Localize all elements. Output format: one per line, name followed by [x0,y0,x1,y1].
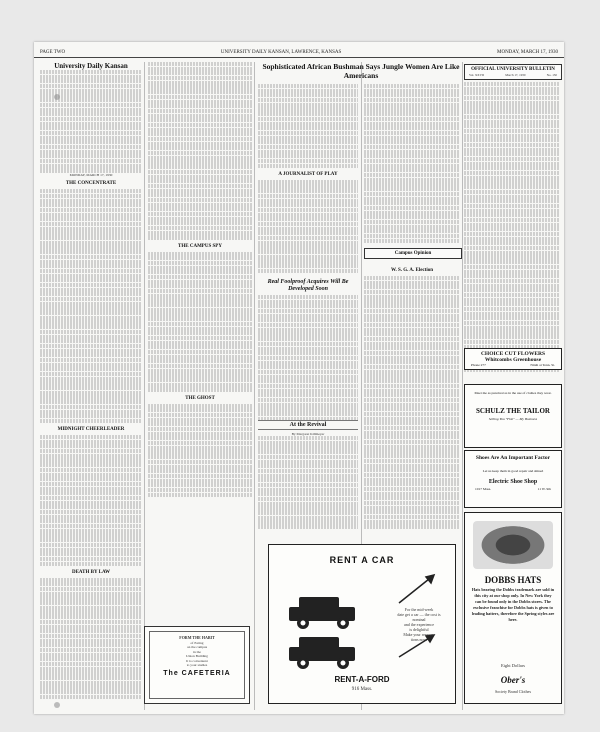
article-body [258,84,358,168]
feature-headline: Sophisticated African Bushman Says Jungle Women Are Like Americans [262,62,460,80]
ad-line: Meet me as punctual as in the use of clothes they wear. [474,391,552,395]
article-body [258,295,358,421]
ad-line: on the campus [186,645,208,649]
section-heading: THE GHOST [185,395,215,401]
paper-name: UNIVERSITY DAILY KANSAN, LAWRENCE, KANSAS [220,50,342,55]
shoes-shop-name: Electric Shoe Shop [488,479,538,485]
rent-ad-name: RENT-A-FORD [334,675,390,684]
shoes-address: 1017 Mass. [475,487,492,491]
campus-opinion-column [364,264,460,529]
feature-body-left [258,84,358,422]
rent-ad-address: 916 Mass. [351,687,373,692]
section-heading: THE CAMPUS SPY [178,243,222,249]
bulletin-body [464,82,560,372]
revival-column [258,432,358,530]
ad-line: is delightful [409,627,429,632]
revival-headline: At the Revival [258,420,358,430]
article-body [258,180,358,273]
article-body [148,62,252,240]
shoes-address: 11 W. 9th [537,487,551,491]
editorial-column [40,62,142,700]
ad-line: to your studies [186,663,208,667]
article-body [364,84,460,243]
cafeteria-ad [144,626,250,704]
dobbs-emblem-image [473,521,553,569]
ad-line: Make your reserva- [403,632,435,637]
article-body [364,276,460,529]
dobbs-signature: Ober's [500,675,526,685]
ad-line: in the [193,649,201,654]
dobbs-copy: Hats bearing the Dobbs trademark are sold in this city at our shop only. In New York they can be found only in the Dobbs stores. The exclusive franchise for Dobbs hats is given to leading hatters, therefore the Spring styles are here. [471,587,555,622]
column-rule [462,62,463,710]
ad-line: For the mid-week [404,607,434,612]
campus-opinion-headline: Campus Opinion [364,248,462,259]
ad-line: FORM THE HABIT [179,635,215,640]
shoes-ad [464,450,562,508]
bulletin-number: No. 130 [546,73,557,77]
tailor-ad [464,384,562,448]
bulletin-volume: Vol. XXVII [469,73,484,77]
revival-byline: By Margaret Killmeyer [291,432,325,436]
page-number: PAGE TWO [40,50,66,55]
shoes-title: Shoes Are An Important Factor [475,455,551,461]
ad-line: date get a car — the cost is nominal [397,612,441,622]
feature-body-right [364,84,460,243]
car-icon [289,637,355,669]
ad-line: Whitcombs Greenhouse [484,357,542,363]
dobbs-title: DOBBS HATS [484,575,542,585]
ad-line: of Eating [190,640,204,645]
feature-subhead: A JOURNALIST OF PLAY [278,171,338,177]
bulletin-column [464,82,560,373]
column-rule [144,62,145,710]
editorial-heading: MIDNIGHT CHEERLEADER [57,427,125,432]
ad-line: and the experience [404,622,434,627]
masthead-staff-listing [40,70,142,173]
article-body [40,435,142,566]
column-rule [254,62,255,710]
tailor-tagline: Selling You "Fish" — My Business [488,417,538,421]
flowers-phone: Phone 277 [471,363,486,367]
ad-line: It is convenient [186,658,208,663]
editorial-heading: THE CONCENTRATE [65,181,117,187]
article-body [258,436,358,529]
tailor-name: SCHULZ THE TAILOR [476,407,550,415]
shoes-addresses [465,485,561,491]
bulletin-meta [465,73,561,77]
opinion-subhead: W. S. G. A. Election [390,268,434,273]
rent-a-car-ad [268,544,456,704]
news-column [148,62,252,497]
editorial-heading: DEATH BY LAW [71,569,111,575]
issue-date: MONDAY, MARCH 17, 1930 [497,50,558,55]
flowers-contact [465,363,561,367]
page-header [34,48,564,58]
flowers-address: Ninth at Tenn. St. [530,363,555,367]
punch-hole [54,702,60,708]
bulletin-date: March 17, 1930 [505,73,526,77]
newspaper-page [34,42,564,714]
feature-subhead: Real Foolproof Acquires Will Be Developed Soon [267,278,349,292]
dobbs-price: Eight Dollars [500,663,526,668]
article-body [148,252,252,392]
car-icon [289,597,355,629]
article-body [148,404,252,497]
official-bulletin-header [464,64,562,80]
feature-column [258,62,464,80]
bulletin-title: OFFICIAL UNIVERSITY BULLETIN [471,67,555,72]
ad-line: CHOICE CUT FLOWERS [480,351,546,357]
ad-line: Union Building [186,654,208,658]
article-body [40,189,142,423]
ad-line: tions now. [410,637,428,642]
cafeteria-name: The CAFETERIA [163,669,231,677]
dobbs-hats-ad [464,512,562,704]
article-body [40,578,142,699]
dobbs-store-tag: Society Brand Clothes [495,689,531,694]
masthead-date: MONDAY, MARCH 17, 1930 [69,173,113,178]
rent-ad-copy [391,607,447,642]
cafeteria-ad-border [149,631,245,699]
flowers-ad [464,348,562,370]
masthead-title: University Daily Kansan [54,62,128,70]
rent-ad-title: RENT A CAR [329,555,395,565]
ad-line: Let us keep them in good repair and shined [482,469,544,473]
